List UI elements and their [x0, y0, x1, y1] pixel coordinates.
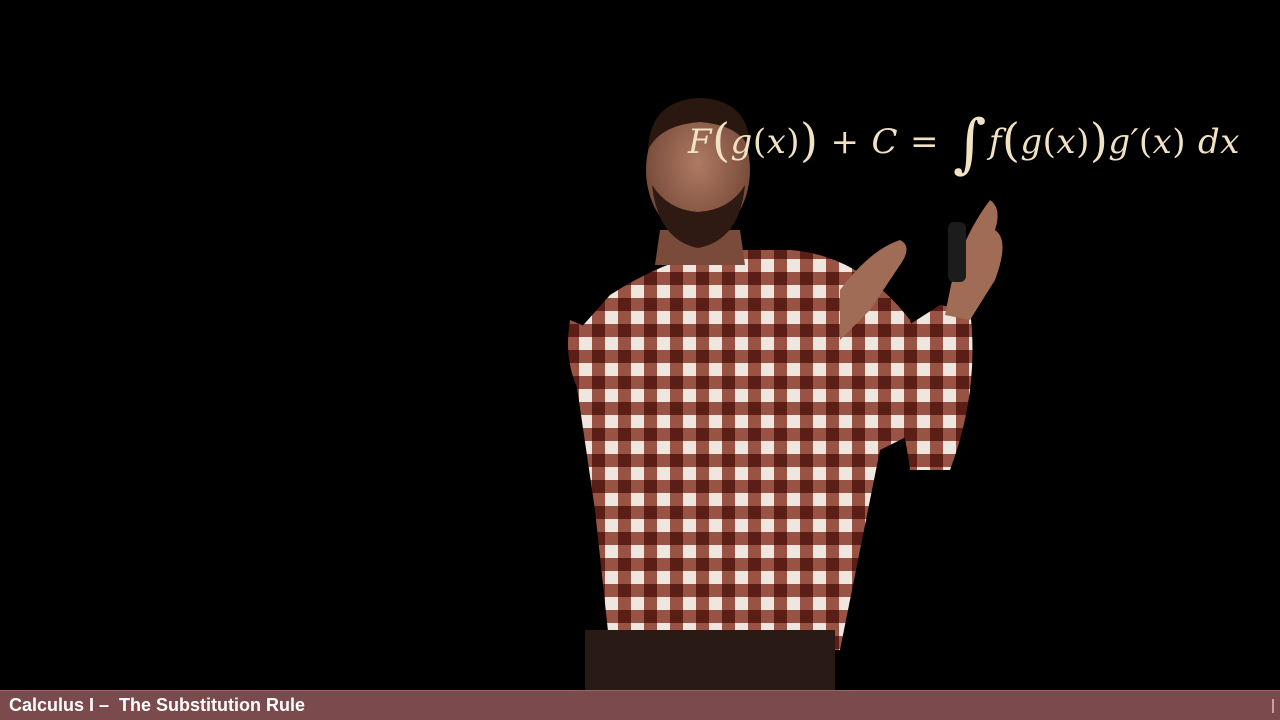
eq-F: F: [688, 122, 713, 162]
integral-sign: ∫: [953, 107, 987, 181]
lecture-title: [0, 695, 305, 716]
eq-x: x: [766, 122, 787, 162]
integral-equation: [688, 107, 1240, 181]
presentation-clicker: [948, 222, 966, 282]
lecture-caption-bar: [0, 690, 1280, 720]
eq-x-2: x: [1056, 122, 1077, 162]
eq-paren-close-2: ): [1076, 122, 1090, 162]
eq-paren-close-big-2: ): [1089, 113, 1109, 167]
eq-g-prime: g′: [1108, 122, 1139, 162]
title-separator: –: [94, 695, 120, 715]
caption-bar-marker: [1272, 699, 1274, 713]
eq-dx: dx: [1198, 122, 1240, 162]
eq-paren-open: (: [752, 122, 767, 162]
eq-paren-open-3: (: [1138, 122, 1153, 162]
pants: [585, 630, 835, 690]
eq-paren-open-2: (: [1042, 122, 1057, 162]
shirt-torso: [570, 250, 940, 650]
eq-paren-close: ): [786, 122, 801, 162]
eq-x-3: x: [1152, 122, 1173, 162]
course-name: Calculus I: [9, 695, 95, 715]
eq-g-inner: g: [1020, 122, 1043, 162]
eq-paren-close-3: ): [1172, 122, 1187, 162]
eq-paren-open-big: (: [712, 113, 731, 167]
eq-equals: =: [910, 122, 939, 162]
eq-C: C: [871, 122, 898, 162]
eq-paren-open-big-2: (: [1001, 113, 1021, 167]
eq-plus: +: [830, 122, 860, 162]
eq-paren-close-big: ): [800, 113, 819, 167]
eq-g: g: [730, 122, 753, 162]
eq-f: f: [988, 122, 1002, 162]
lesson-name: The Substitution Rule: [119, 695, 306, 715]
